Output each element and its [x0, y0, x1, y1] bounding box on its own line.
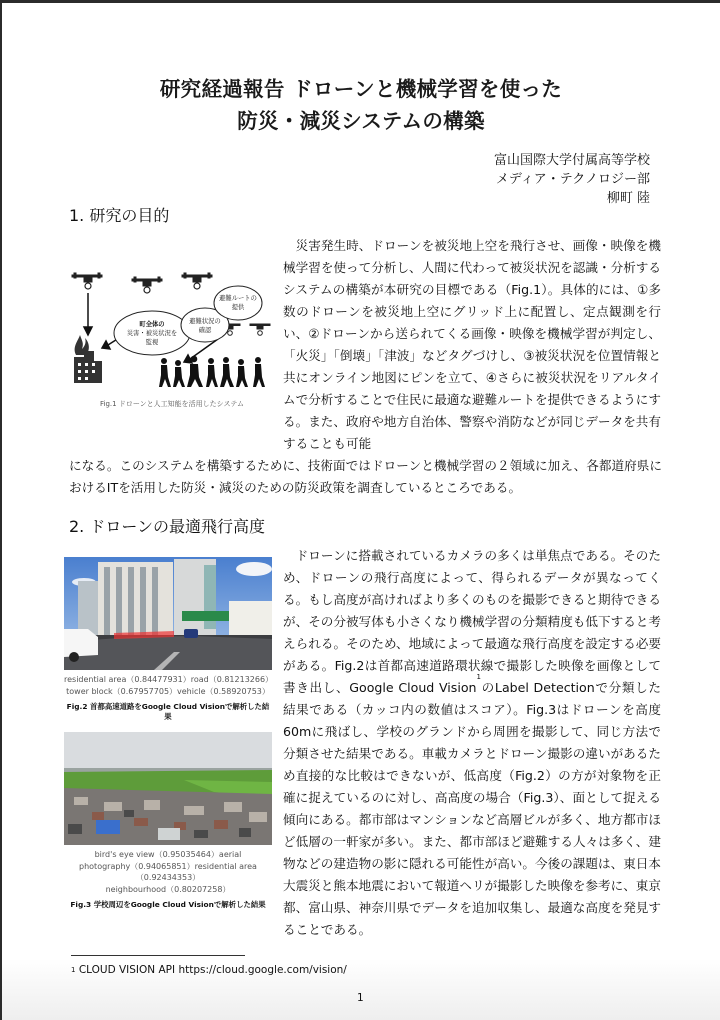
bubble-town-line-1: 町全体の: [139, 321, 165, 328]
aerial-photo: [64, 732, 272, 845]
author-block: [494, 151, 650, 208]
drone-icon: [72, 273, 102, 289]
section-1-heading: 1. 研究の目的: [69, 206, 170, 225]
footnote-text[interactable]: CLOUD VISION API https://cloud.google.com/vision/: [78, 964, 347, 976]
section-1-paragraph: 災害発生時、ドローンを被災地上空を飛行させ、画像・映像を機械学習を使って分析し、人間に代わって被災状況を認識・分析するシステムの構築が本研究の目標である（Fig.1）。具体的には、①多数のドローンを被災地上空にグリッド上に配置し、定点観測を行い、②ドローンから送られてくる画像・映像を機械学習が判定し、「火災」「倒壊」「津波」などタグづけし、③被災状況を位置情報と共にオンライン地図にピンを立て、④さらに被災状況をリアルタイムで分析することで住民に最適な避難ルートを提供できるようにする。また、政府や地方自治体、警察や消防などが同じデータを共有することも可能: [283, 238, 661, 451]
section-2-paragraph-part-b: のLabel Detectionで分類した結果である（カッコ内の数値はスコア）。Fig.3はドローンを高度60mに飛ばし、学校のグランドから周囲を撮影して、同じ方法で分類させた結果である。車載カメラとドローン撮影の違いがあるため直接的な比較はできないが、低高度（Fig.2）の方が対象物を正確に捉えているのに対し、高高度の場合（Fig.3）、面として捉える傾向にある。都市部はマンションなど高層ビルが多く、地方都市ほど低層の一軒家が多い。また、都市部ほど避難する人々は多く、建物などの建造物の影に隠れる可能性が高い。今後の課題は、東日本大震災と熊本地震において報道ヘリが撮影した映像を参考に、東京都、富山県、神奈川県でデータを追加収集し、最適な高度を発見することである。: [283, 680, 661, 937]
figure-1-caption: Fig.1 ドローンと人工知能を活用したシステム: [100, 400, 244, 408]
footnote: [71, 963, 347, 977]
section-2-paragraph-part-a: ドローンに搭載されているカメラの多くは単焦点である。そのため、ドローンの飛行高度によって、得られるデータが異なってくる。もし高度が高ければより多くのものを撮影できると期待できるが、その分被写体も小さくなり機械学習の分類精度も低下すると考えられる。そのため、地域によって最適な飛行高度を設定する必要がある。Fig.2は首都高速道路環状線で撮影した映像を画像として書き出し、Google Cloud Vision: [283, 548, 661, 695]
section-2-paragraph: [283, 545, 661, 941]
section-2-heading: 2. ドローンの最適飛行高度: [69, 517, 266, 536]
drone-icon: [132, 277, 162, 293]
footnote-reference[interactable]: 1: [476, 673, 482, 681]
bubble-town-line-2: 災害・被災状況を: [126, 330, 178, 337]
footnote-number: 1: [71, 966, 76, 974]
figure-3-scores-line-2: photography（0.94065851）residential area（0.92434353）: [79, 861, 257, 882]
figure-2-scores: [64, 674, 272, 697]
bubble-route-line-1: 避難ルートの: [219, 295, 257, 302]
figure-3-scores: [64, 849, 272, 895]
page-number: 1: [357, 992, 364, 1004]
bubble-check-line-1: 避難状況の: [189, 318, 221, 325]
figure-3-scores-line-1: bird's eye view（0.95035464）aerial: [94, 850, 242, 859]
figure-3-scores-line-3: neighbourhood（0.80207258）: [105, 884, 231, 894]
highway-photo: [64, 557, 272, 670]
speech-bubble-route: [214, 286, 262, 320]
title-line-2: 防災・減災システムの構築: [237, 109, 485, 133]
figure-3-caption: Fig.3 学校周辺をGoogle Cloud Visionで解析した結果: [70, 900, 266, 909]
section-1-paragraph-continued: になる。このシステムを構築するために、技術面ではドローンと機械学習の２領域に加え、各都道府県におけるITを活用した防災・減災のための防災政策を調査しているところである。: [69, 458, 662, 495]
figure-1: [68, 265, 276, 409]
author-club: メディア・テクノロジー部: [495, 172, 650, 187]
figure-3: [64, 732, 272, 910]
document-page: [2, 3, 720, 1020]
figure-2: [64, 557, 272, 722]
burning-building-icon: [74, 335, 102, 383]
figure-2-caption: Fig.2 首都高速道路をGoogle Cloud Visionで解析した結果: [66, 702, 270, 721]
arrow-icon: [84, 293, 92, 335]
figure-2-scores-line-2: tower block（0.67957705）vehicle（0.58920753）: [66, 686, 270, 696]
bubble-route-line-2: 提供: [231, 304, 245, 311]
author-school: 富山国際大学付属高等学校: [493, 153, 650, 168]
author-name: 柳町 陸: [606, 191, 650, 206]
document-title: [2, 73, 720, 137]
bubble-town-line-3: 監視: [145, 339, 159, 346]
footnote-divider: [71, 955, 245, 956]
figure-2-scores-line-1: residential area（0.84477931）road（0.81213266）: [64, 675, 274, 684]
drone-system-illustration: [68, 265, 276, 397]
drone-icon: [182, 273, 212, 289]
title-line-1: 研究経過報告 ドローンと機械学習を使った: [159, 77, 563, 101]
bubble-check-line-2: 確認: [198, 327, 212, 334]
evacuating-people-icon: [159, 356, 265, 387]
drone-icon: [250, 324, 270, 335]
